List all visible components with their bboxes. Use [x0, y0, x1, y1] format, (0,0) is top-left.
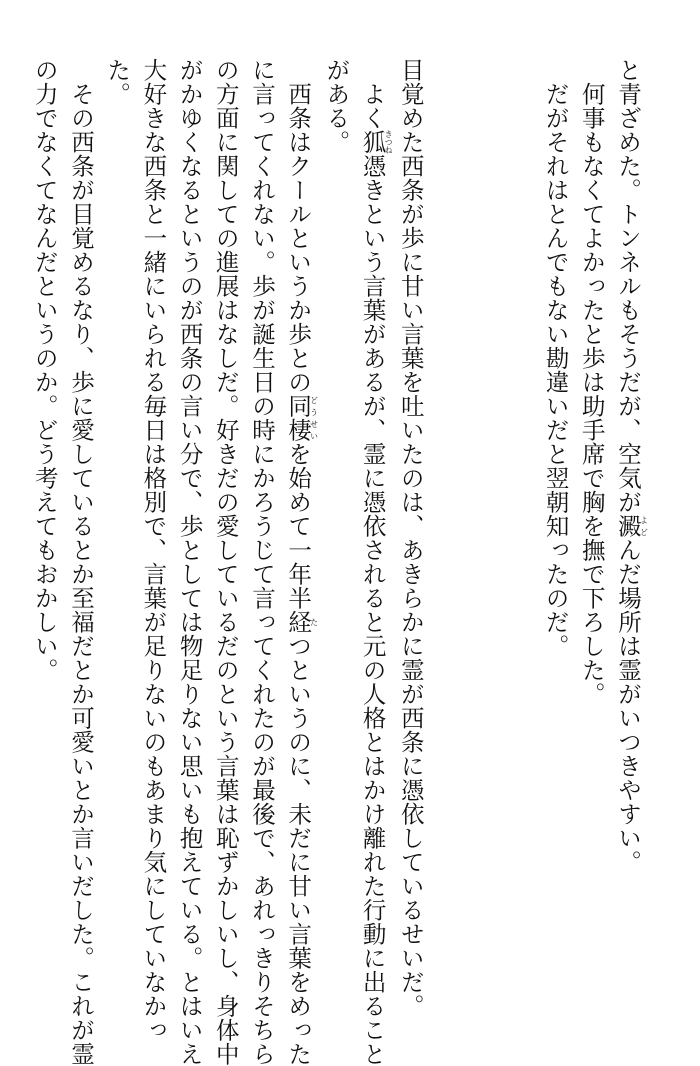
text-run: の力でなくてなんだというのか。どう考えてもおかしい。	[30, 58, 59, 682]
ruby-annotation	[358, 129, 394, 154]
text-column	[171, 58, 207, 1066]
text-column	[63, 58, 99, 1066]
text-column	[27, 58, 63, 958]
ruby-base: 澱	[614, 514, 642, 538]
text-column	[537, 58, 573, 958]
text-column	[99, 58, 135, 958]
ruby-base: 狐	[358, 129, 387, 154]
text-run: 何事もなくてよかったと歩は助手席で胸を撫で下ろした。	[577, 81, 606, 706]
ruby-annotation	[614, 514, 649, 538]
text-run: んだ場所は霊がいつきやすい。	[614, 538, 642, 874]
vertical-text-body	[28, 58, 649, 1066]
text-column	[610, 58, 648, 958]
text-run: の方面に関しての進展はなしだ。好きだの愛しているだのという言葉は恥ずかしいし、身体中	[211, 58, 240, 1066]
text-run: 大好きな西条と一緒にいられる毎日は格別で、言葉が足りないのもあまり気にしていなかっ	[139, 58, 168, 1042]
text-run: よく	[358, 81, 387, 130]
ruby-annotation	[284, 393, 319, 442]
furigana: どうせい	[309, 393, 319, 442]
text-column	[208, 58, 244, 1066]
text-run: がかゆくなるというのが西条の言い分で、歩としては物足りない思いも抱えている。とはいえ	[175, 58, 204, 1066]
text-run: を始めて一年半	[284, 441, 313, 610]
text-column	[244, 58, 280, 1066]
text-run: だがそれはとんでもない勘違いだと翌朝知ったのだ。	[541, 81, 570, 658]
furigana: きつね	[384, 129, 394, 154]
text-run: つというのに、未だに甘い言葉をめった	[284, 633, 313, 1066]
text-column	[135, 58, 171, 1042]
text-column	[318, 58, 354, 958]
text-run: と青ざめた。トンネルもそうだが、空気が	[614, 58, 642, 514]
text-run: に言ってくれない。歩が誕生日の時にかろうじて言ってくれたのが最後で、あれっきりそちら	[247, 58, 276, 1066]
text-run: その西条が目覚めるなり、歩に愛しているとか至福だとか可愛いとか言いだした。これが霊	[66, 81, 95, 1066]
furigana: よど	[639, 514, 649, 538]
ruby-base: 経	[284, 609, 313, 634]
text-column	[354, 58, 394, 1066]
ruby-base: 同棲	[284, 393, 313, 442]
text-column	[393, 58, 429, 1018]
text-column	[574, 58, 610, 958]
ruby-annotation	[284, 609, 319, 634]
text-run: 憑きという言葉があるが、霊に憑依されると元の人格とはかけ離れた行動に出ること	[358, 153, 387, 1066]
text-column	[280, 58, 319, 1066]
text-run: 目覚めた西条が歩に甘い言葉を吐いたのは、あきらかに霊が西条に憑依しているせいだ。	[396, 58, 425, 1018]
text-run: た。	[103, 58, 132, 106]
text-run: がある。	[322, 58, 351, 154]
furigana: た	[309, 609, 319, 634]
text-run: 西条はクールというか歩との	[284, 81, 313, 394]
